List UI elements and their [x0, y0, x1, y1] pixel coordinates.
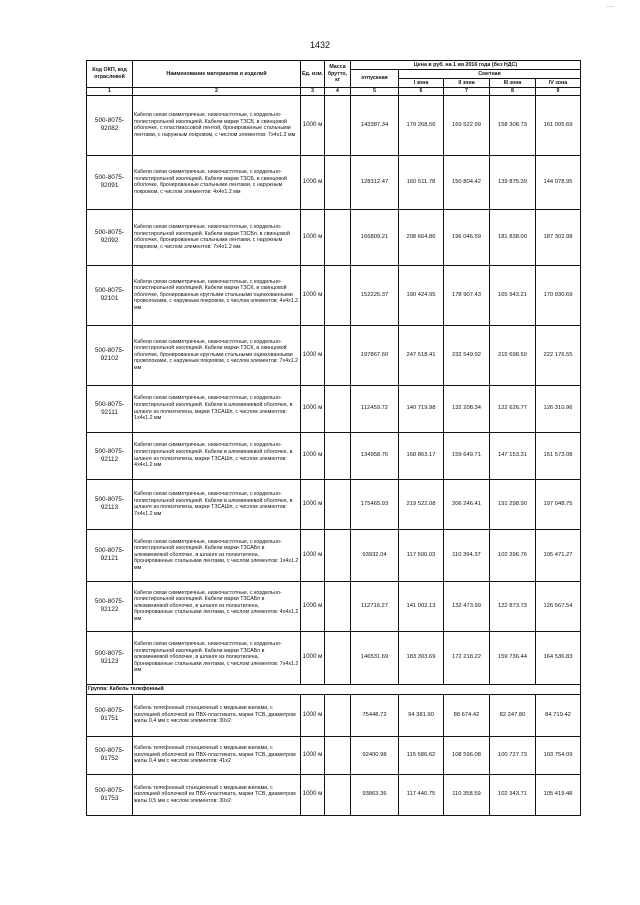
- column-number: 9: [536, 88, 581, 96]
- price-table: [86, 60, 581, 816]
- row-name: Кабель телефонный станционный с медными жилами, с изоляцией оболочкой из ПВХ-пластиката, марки ТСВ, диаметром жилы 0,4 мм с числом элементов: 41x2: [133, 736, 301, 774]
- table-row: [87, 774, 581, 815]
- row-price-zone-2: 88 674.42: [444, 694, 490, 736]
- row-name: Кабели связи симметричные, низкочастотные, с кордельно-полистирольной изоляцией. Кабели в алюминиевой оболочке, в шланге из полиэтилена, марки ТЗСАШп, с числом элементов: 7x4x1.2 мм: [133, 479, 301, 529]
- row-unit: 1000 м: [301, 385, 325, 432]
- row-unit: 1000 м: [301, 432, 325, 479]
- row-price-release: 152225.37: [351, 265, 399, 325]
- row-code: 500-8075-92091: [87, 155, 133, 209]
- row-price-zone-2: 172 218.22: [444, 631, 490, 684]
- row-unit: 1000 м: [301, 736, 325, 774]
- row-unit: 1000 м: [301, 95, 325, 155]
- row-price-zone-1: 160 511.78: [399, 155, 444, 209]
- row-code: 500-8075-92123: [87, 631, 133, 684]
- row-price-zone-4: 144 078.95: [536, 155, 581, 209]
- row-unit: 1000 м: [301, 265, 325, 325]
- row-price-zone-3: 102 396.76: [490, 529, 536, 581]
- row-price-zone-2: 159 649.71: [444, 432, 490, 479]
- row-code: 500-8075-92111: [87, 385, 133, 432]
- row-price-zone-3: 181 838.00: [490, 209, 536, 265]
- row-name: Кабели связи симметричные, низкочастотные, с кордельно-полистирольной изоляцией. Кабели в алюминиевой оболочке, в шланге из полиэтилена, марки ТЗСАШп, с числом элементов: 4x4x1.2 мм: [133, 432, 301, 479]
- row-name: Кабели связи симметричные, низкочастотные, с кордельно-полистирольной изоляцией. Кабели в алюминиевой оболочке, в шланге из полиэтилена, марки ТЗСАШп, с числом элементов: 1x4x1.2 мм: [133, 385, 301, 432]
- row-mass: [325, 774, 351, 815]
- row-price-zone-4: 105 471.27: [536, 529, 581, 581]
- column-number: 7: [444, 88, 490, 96]
- row-price-release: 128312.47: [351, 155, 399, 209]
- row-code: 500-8075-92101: [87, 265, 133, 325]
- row-price-zone-3: 122 873.73: [490, 581, 536, 631]
- row-price-zone-1: 168 863.17: [399, 432, 444, 479]
- header-zone-1: I зона: [399, 79, 444, 88]
- table-row: [87, 209, 581, 265]
- column-number: 3: [301, 88, 325, 96]
- row-code: 500-8075-91753: [87, 774, 133, 815]
- row-mass: [325, 95, 351, 155]
- header-zone-2: II зона: [444, 79, 490, 88]
- row-mass: [325, 694, 351, 736]
- row-price-zone-4: 161 005.69: [536, 95, 581, 155]
- row-name: Кабели связи симметричные, низкочастотные, с кордельно-полистирольной изоляцией. Кабели марки ТЗСАБп в алюминиевой оболочке, в шланге из полиэтилена, бронированные стальными лентами, с числом элементов: 7x4x1.2 мм: [133, 631, 301, 684]
- row-price-zone-2: 169 522.99: [444, 95, 490, 155]
- row-price-zone-1: 183 303.69: [399, 631, 444, 684]
- row-mass: [325, 736, 351, 774]
- table-row: [87, 432, 581, 479]
- row-mass: [325, 479, 351, 529]
- table-row: [87, 631, 581, 684]
- row-price-zone-2: 206 246.41: [444, 479, 490, 529]
- row-price-release: 143387.34: [351, 95, 399, 155]
- row-name: Кабели связи симметричные, низкочастотные, с кордельно-полистирольной изоляцией. Кабели марки ТЗСБ, в свинцовой оболочке, с пластмассовой лентой, бронированные стальными лентами, с наружным покровом, с числом элементов: 7x4x1.2 мм: [133, 95, 301, 155]
- row-unit: 1000 м: [301, 479, 325, 529]
- row-price-zone-4: 84 719.42: [536, 694, 581, 736]
- row-code: 500-8075-92092: [87, 209, 133, 265]
- row-mass: [325, 581, 351, 631]
- row-price-release: 93863.36: [351, 774, 399, 815]
- row-unit: 1000 м: [301, 325, 325, 385]
- corner-mark: ----: [606, 4, 615, 10]
- row-price-release: 197867.60: [351, 325, 399, 385]
- row-price-zone-4: 187 302.98: [536, 209, 581, 265]
- row-code: 500-8075-92113: [87, 479, 133, 529]
- row-price-zone-2: 132 208.34: [444, 385, 490, 432]
- row-price-zone-2: 110 394.37: [444, 529, 490, 581]
- page-number: 1432: [309, 40, 331, 50]
- row-price-zone-3: 100 727.73: [490, 736, 536, 774]
- group-title: Группа: Кабель телефонный: [87, 684, 581, 694]
- row-price-zone-4: 170 930.69: [536, 265, 581, 325]
- row-price-zone-3: 158 308.73: [490, 95, 536, 155]
- header-mass: Масса брутто, кг: [325, 61, 351, 88]
- header-zone-4: IV зона: [536, 79, 581, 88]
- row-price-release: 166809.21: [351, 209, 399, 265]
- row-price-release: 112716.27: [351, 581, 399, 631]
- header-release-price: отпускная: [351, 70, 399, 88]
- row-mass: [325, 325, 351, 385]
- row-price-release: 112459.72: [351, 385, 399, 432]
- row-unit: 1000 м: [301, 155, 325, 209]
- row-mass: [325, 385, 351, 432]
- row-price-zone-4: 126 310.96: [536, 385, 581, 432]
- row-name: Кабели связи симметричные, низкочастотные, с кордельно-полистирольной изоляцией. Кабели марки ТЗСК, в свинцовой оболочке, бронированные круглыми стальными оцинкованными проволоками, с наружным покровом, с числом элементов: 4x4x1.2 мм: [133, 265, 301, 325]
- row-price-release: 134958.76: [351, 432, 399, 479]
- row-unit: 1000 м: [301, 694, 325, 736]
- row-price-zone-3: 82 247.80: [490, 694, 536, 736]
- table-row: [87, 479, 581, 529]
- row-price-zone-4: 105 419.48: [536, 774, 581, 815]
- row-price-zone-2: 132 473.99: [444, 581, 490, 631]
- row-price-release: 175465.93: [351, 479, 399, 529]
- row-price-zone-2: 108 596.08: [444, 736, 490, 774]
- row-price-zone-4: 164 536.83: [536, 631, 581, 684]
- row-price-zone-2: 196 046.59: [444, 209, 490, 265]
- header-name: Наименование материалов и изделий: [133, 61, 301, 88]
- row-name: Кабель телефонный станционный с медными жилами, с изоляцией оболочкой из ПВХ-пластиката, марки ТСВ, диаметром жилы 0,5 мм с числом элементов: 30x2: [133, 774, 301, 815]
- row-price-zone-1: 208 664.86: [399, 209, 444, 265]
- column-number: 8: [490, 88, 536, 96]
- row-mass: [325, 529, 351, 581]
- row-code: 500-8075-92082: [87, 95, 133, 155]
- table-row: [87, 325, 581, 385]
- row-price-zone-1: 141 002.13: [399, 581, 444, 631]
- row-code: 500-8075-92112: [87, 432, 133, 479]
- header-code: Код ОКП, код отраслевой: [87, 61, 133, 88]
- row-name: Кабели связи симметричные, низкочастотные, с кордельно-полистирольной изоляцией. Кабели марки ТЗСАБп в алюминиевой оболочке, в шланге из полиэтилена, бронированные стальными лентами, с числом элементов: 1x4x1.2 мм: [133, 529, 301, 581]
- row-price-zone-2: 232 549.92: [444, 325, 490, 385]
- row-price-zone-1: 140 719.98: [399, 385, 444, 432]
- row-price-release: 93932.04: [351, 529, 399, 581]
- row-price-zone-1: 117 440.75: [399, 774, 444, 815]
- row-unit: 1000 м: [301, 631, 325, 684]
- row-price-release: 92400.98: [351, 736, 399, 774]
- row-price-zone-4: 151 573.08: [536, 432, 581, 479]
- row-mass: [325, 155, 351, 209]
- row-unit: 1000 м: [301, 774, 325, 815]
- row-mass: [325, 631, 351, 684]
- row-price-zone-4: 126 567.54: [536, 581, 581, 631]
- row-mass: [325, 432, 351, 479]
- table-row: [87, 155, 581, 209]
- row-code: 500-8075-92121: [87, 529, 133, 581]
- row-price-release: 146531.69: [351, 631, 399, 684]
- row-price-zone-1: 219 522.08: [399, 479, 444, 529]
- row-name: Кабели связи симметричные, низкочастотные, с кордельно-полистирольной изоляцией. Кабели марки ТЗСАБп в алюминиевой оболочке, в шланге из полиэтилена, бронированные стальными лентами, с числом элементов: 4x4x1.2 мм: [133, 581, 301, 631]
- row-price-zone-3: 139 875.39: [490, 155, 536, 209]
- row-code: 500-8075-91752: [87, 736, 133, 774]
- column-number: 2: [133, 88, 301, 96]
- header-price-group: Цена в руб. на 1 км 2016 года (без НДС): [351, 61, 581, 70]
- row-price-zone-3: 215 698.50: [490, 325, 536, 385]
- row-price-zone-3: 147 153.31: [490, 432, 536, 479]
- header-estimate-price: Сметная: [399, 70, 581, 79]
- table-row: [87, 694, 581, 736]
- table-row: [87, 95, 581, 155]
- row-name: Кабели связи симметричные, низкочастотные, с кордельно-полистирольной изоляцией. Кабели марки ТЗСБ, в свинцовой оболочке, бронированные стальными лентами, с наружным покровом, с числом элементов: 4x4x1.2 мм: [133, 155, 301, 209]
- header-zone-3: III зона: [490, 79, 536, 88]
- table-row: [87, 265, 581, 325]
- row-price-zone-3: 102 343.71: [490, 774, 536, 815]
- row-price-zone-3: 122 626.77: [490, 385, 536, 432]
- row-price-zone-1: 179 268.56: [399, 95, 444, 155]
- row-price-zone-4: 197 048.75: [536, 479, 581, 529]
- row-code: 500-8075-92102: [87, 325, 133, 385]
- row-price-release: 75448.72: [351, 694, 399, 736]
- row-price-zone-1: 94 381.90: [399, 694, 444, 736]
- row-unit: 1000 м: [301, 209, 325, 265]
- table-row: [87, 736, 581, 774]
- row-price-zone-4: 222 176.55: [536, 325, 581, 385]
- column-number: 6: [399, 88, 444, 96]
- row-name: Кабели связи симметричные, низкочастотные, с кордельно-полистирольной изоляцией. Кабели марки ТЗСБп, в свинцовой оболочке, бронированные стальными лентами, с наружным покровом, с числом элементов: 7x4x1.2 мм: [133, 209, 301, 265]
- row-price-zone-1: 115 586.62: [399, 736, 444, 774]
- row-price-zone-2: 178 907.43: [444, 265, 490, 325]
- row-price-zone-2: 150 804.42: [444, 155, 490, 209]
- row-price-zone-1: 190 424.95: [399, 265, 444, 325]
- row-price-zone-1: 117 500.03: [399, 529, 444, 581]
- row-code: 500-8075-92122: [87, 581, 133, 631]
- row-price-zone-3: 165 943.21: [490, 265, 536, 325]
- column-number: 4: [325, 88, 351, 96]
- row-price-zone-4: 103 754.09: [536, 736, 581, 774]
- row-code: 500-8075-91751: [87, 694, 133, 736]
- table-row: [87, 385, 581, 432]
- column-number: 1: [87, 88, 133, 96]
- row-name: Кабель телефонный станционный с медными жилами, с изоляцией оболочкой из ПВХ-пластиката, марки ТСВ, диаметром жилы 0,4 мм с числом элементов: 30x2: [133, 694, 301, 736]
- row-price-zone-2: 110 358.59: [444, 774, 490, 815]
- column-numbers-row: [87, 88, 581, 96]
- column-number: 5: [351, 88, 399, 96]
- header-unit: Ед. изм.: [301, 61, 325, 88]
- row-name: Кабели связи симметричные, низкочастотные, с кордельно-полистирольной изоляцией. Кабели марки ТЗСК, в свинцовой оболочке, бронированные круглыми стальными оцинкованными проволоками, с наружным покровом, с числом элементов: 7x4x1.2 мм: [133, 325, 301, 385]
- table-row: [87, 581, 581, 631]
- group-row: [87, 684, 581, 694]
- row-mass: [325, 265, 351, 325]
- row-price-zone-1: 247 518.41: [399, 325, 444, 385]
- row-price-zone-3: 191 298.90: [490, 479, 536, 529]
- row-price-zone-3: 159 736.44: [490, 631, 536, 684]
- row-mass: [325, 209, 351, 265]
- table-row: [87, 529, 581, 581]
- row-unit: 1000 м: [301, 581, 325, 631]
- row-unit: 1000 м: [301, 529, 325, 581]
